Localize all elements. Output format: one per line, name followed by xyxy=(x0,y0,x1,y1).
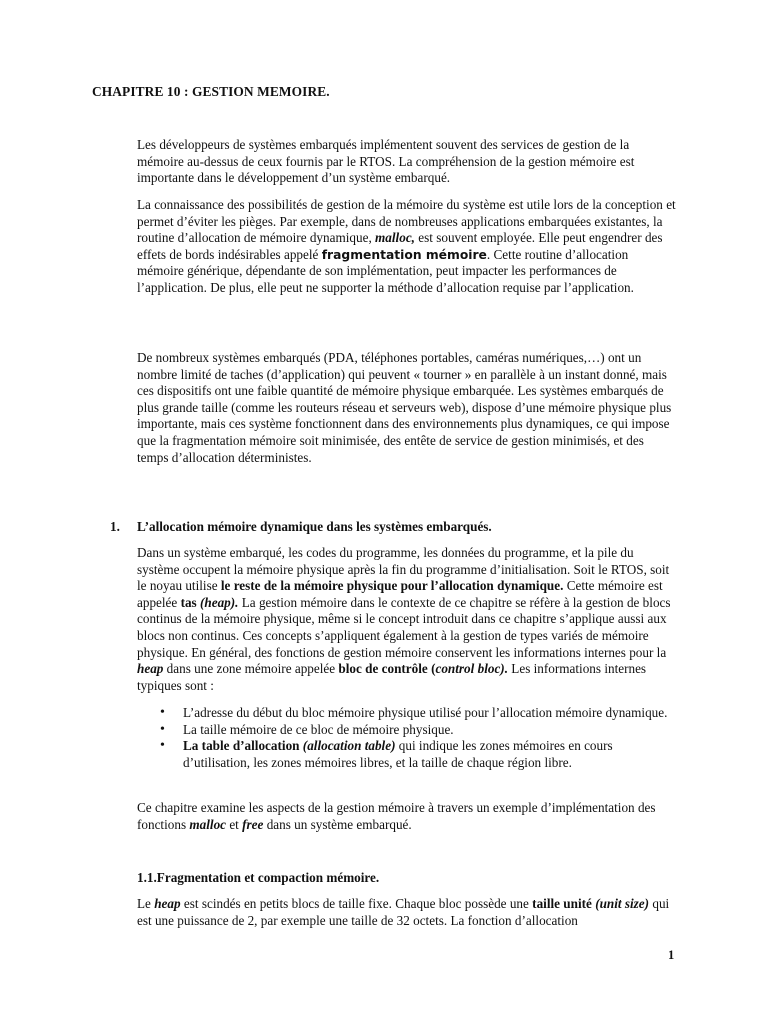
bullet-2-text: La taille mémoire de ce bloc de mémoire physique. xyxy=(183,721,454,737)
section-1-paragraph-1 xyxy=(137,545,677,694)
intro-p1-text: Les développeurs de systèmes embarqués implémentent souvent des services de gestion de la mémoire au-dessus de ceux fournis par le RTOS. La compréhension de la gestion mémoire est importante dans le développement d’un système embarqué. xyxy=(137,137,635,186)
intro-paragraph-2 xyxy=(137,197,677,297)
intro-p2-text-b: est souvent employée. Elle peut engendrer des effets de bords indésirables appelé xyxy=(137,230,663,262)
s1-p1-text-e: Les informations internes typiques sont : xyxy=(137,661,647,693)
ss-p1-text-b: est scindés en petits blocs de taille fixe. Chaque bloc possède une xyxy=(180,896,533,911)
bullet-3-bold: La table d’allocation xyxy=(183,738,303,754)
control-bloc-term: bloc de contrôle ( xyxy=(338,661,436,677)
ss-p1-text-c: qui est une puissance de 2, par exemple une taille de 32 octets. La fonction d’allocation xyxy=(137,896,670,928)
fragmentation-term: fragmentation mémoire xyxy=(321,247,487,262)
free-term: free xyxy=(242,816,264,832)
section-1-title: L’allocation mémoire dynamique dans les systèmes embarqués. xyxy=(137,519,492,534)
s1-p2-text-c: dans un système embarqué. xyxy=(263,816,412,832)
taille-unite-term: taille unité xyxy=(532,896,596,911)
heap-term: (heap). xyxy=(199,594,239,610)
section-1-number: 1. xyxy=(110,519,120,534)
section-1-paragraph-2 xyxy=(137,800,677,833)
list-item xyxy=(160,722,680,739)
tas-term: tas xyxy=(180,594,200,610)
page-number: 1 xyxy=(668,948,675,962)
chapter-title: CHAPITRE 10 : GESTION MEMOIRE. xyxy=(92,84,330,99)
intro-p3-text: De nombreux systèmes embarqués (PDA, téléphones portables, caméras numériques,…) ont un nombre limité de taches (d’application) qui peuvent « tourner » en parallèle à un instant donné, mais ces dispositifs ont une faible quantité de mémoire physique embarquée. Les systèmes embarqués de plus grande taille (comme les routeurs réseau et serveurs web), dispose d’une mémoire physique plus importante, mais ces système fonctionnent dans des environnements plus dynamiques, ce qui impose que la fragmentation mémoire soit minimisée, des entête de service de gestion minimisés, et des temps d’allocation déterministes. xyxy=(137,350,672,465)
s1-p1-text-c: La gestion mémoire dans le contexte de ce chapitre se réfère à la gestion de blocs continus de la mémoire physique, même si le concept introduit dans ce chapitre s’applique aussi aux blocs non continus. Ces concepts s’appliquent également à la gestion de types variés de mémoire physique. En général, des fonctions de gestion mémoire conservent les informations internes pour la xyxy=(137,594,671,660)
control-bloc-english: control bloc). xyxy=(435,661,508,677)
s1-p1-text-a: Dans un système embarqué, les codes du programme, les données du programme, et la pile du système occupent la mémoire physique après la fin du programme d’initialisation. Soit le RTOS, soit le noyau utilise xyxy=(137,545,670,594)
unit-size-term: (unit size) xyxy=(595,896,650,911)
s1-p2-text-b: et xyxy=(226,816,243,832)
s1-p1-text-b: Cette mémoire est appelée xyxy=(137,578,663,610)
intro-paragraph-1 xyxy=(137,137,677,187)
subsection-paragraph-1 xyxy=(137,896,677,929)
list-item xyxy=(160,705,680,722)
subsection-1-1-title: 1.1.Fragmentation et compaction mémoire. xyxy=(137,870,380,885)
malloc-term-2: malloc xyxy=(189,816,227,832)
intro-p2-text-c: . Cette routine d’allocation mémoire générique, dépendante de son implémentation, peut impacter les performances de l’application. De plus, elle peut ne supporter la méthode d’allocation requise par l’application. xyxy=(137,246,634,295)
list-item xyxy=(160,738,680,771)
s1-p2-text-a: Ce chapitre examine les aspects de la gestion mémoire à travers un exemple d’implémentation des fonctions xyxy=(137,800,656,832)
heap-term-2: heap xyxy=(137,661,164,677)
intro-p2-text-a: La connaissance des possibilités de gestion de la mémoire du système est utile lors de la conception et permet d’éviter les pièges. Par exemple, dans de nombreuses applications embarquées existantes, la routine d’allocation de mémoire dynamique, xyxy=(137,197,676,246)
s1-p1-text-d: dans une zone mémoire appelée xyxy=(163,661,339,677)
malloc-term: malloc, xyxy=(375,230,415,246)
bullet-3-bold-italic: (allocation table) xyxy=(302,738,396,754)
bullet-3-text: qui indique les zones mémoires en cours d’utilisation, les zones mémoires libres, et la taille de chaque région libre. xyxy=(183,738,613,770)
control-block-info-list xyxy=(160,705,680,771)
ss-p1-text-a: Le xyxy=(137,896,155,911)
heap-term-3: heap xyxy=(154,896,181,911)
bullet-1-text: L’adresse du début du bloc mémoire physique utilisé pour l’allocation mémoire dynamique. xyxy=(183,705,668,720)
intro-paragraph-3 xyxy=(137,350,677,466)
s1-p1-bold: le reste de la mémoire physique pour l’allocation dynamique. xyxy=(220,578,564,594)
